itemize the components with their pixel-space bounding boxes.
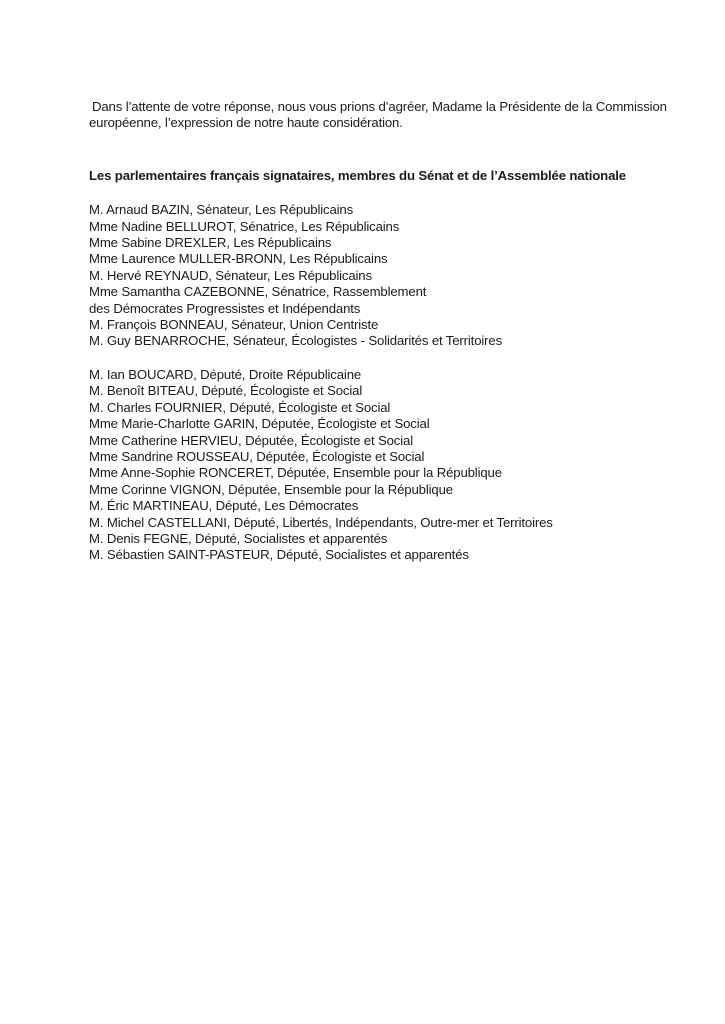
closing-paragraph-line: européenne, l’expression de notre haute considération. [89,115,403,131]
deputy-line: M. Michel CASTELLANI, Député, Libertés, Indépendants, Outre-mer et Territoires [89,514,553,530]
closing-paragraph-line: Dans l’attente de votre réponse, nous vous prions d’agréer, Madame la Présidente de la Commission [92,99,667,114]
deputy-line: Mme Sandrine ROUSSEAU, Députée, Écologiste et Social [89,448,425,464]
deputy-line: M. Benoît BITEAU, Député, Écologiste et Social [89,383,363,399]
document-content [89,99,667,564]
senator-line: M. Arnaud BAZIN, Sénateur, Les Républicains [89,202,354,218]
senators-list [89,202,649,350]
senator-line: Mme Nadine BELLUROT, Sénatrice, Les Républicains [89,218,400,234]
senator-line: M. Guy BENARROCHE, Sénateur, Écologistes - Solidarités et Territoires [89,333,503,349]
deputy-line: Mme Catherine HERVIEU, Députée, Écologiste et Social [89,432,413,448]
senator-line: Mme Sabine DREXLER, Les Républicains [89,235,332,251]
closing-paragraph [89,99,667,132]
deputy-line: M. Charles FOURNIER, Député, Écologiste et Social [89,399,391,415]
deputy-line: Mme Anne-Sophie RONCERET, Députée, Ensemble pour la République [89,465,502,481]
senator-line: M. François BONNEAU, Sénateur, Union Centriste [89,317,379,333]
senator-line: Mme Laurence MULLER-BRONN, Les Républicains [89,251,388,267]
senator-line: M. Hervé REYNAUD, Sénateur, Les Républicains [89,267,372,283]
senator-line: des Démocrates Progressistes et Indépendants [89,300,361,316]
deputy-line: M. Éric MARTINEAU, Député, Les Démocrates [89,498,359,514]
deputies-list [89,367,649,564]
deputy-line: Mme Marie-Charlotte GARIN, Députée, Écologiste et Social [89,416,430,432]
deputy-line: Mme Corinne VIGNON, Députée, Ensemble pour la République [89,481,453,497]
deputy-line: M. Denis FEGNE, Député, Socialistes et apparentés [89,530,388,546]
deputy-line: M. Ian BOUCARD, Député, Droite Républicaine [89,366,362,382]
signers-heading: Les parlementaires français signataires, membres du Sénat et de l’Assemblée nationale [89,167,626,183]
deputy-line: M. Sébastien SAINT-PASTEUR, Député, Socialistes et apparentés [89,547,469,563]
senator-line: Mme Samantha CAZEBONNE, Sénatrice, Rassemblement [89,284,427,300]
